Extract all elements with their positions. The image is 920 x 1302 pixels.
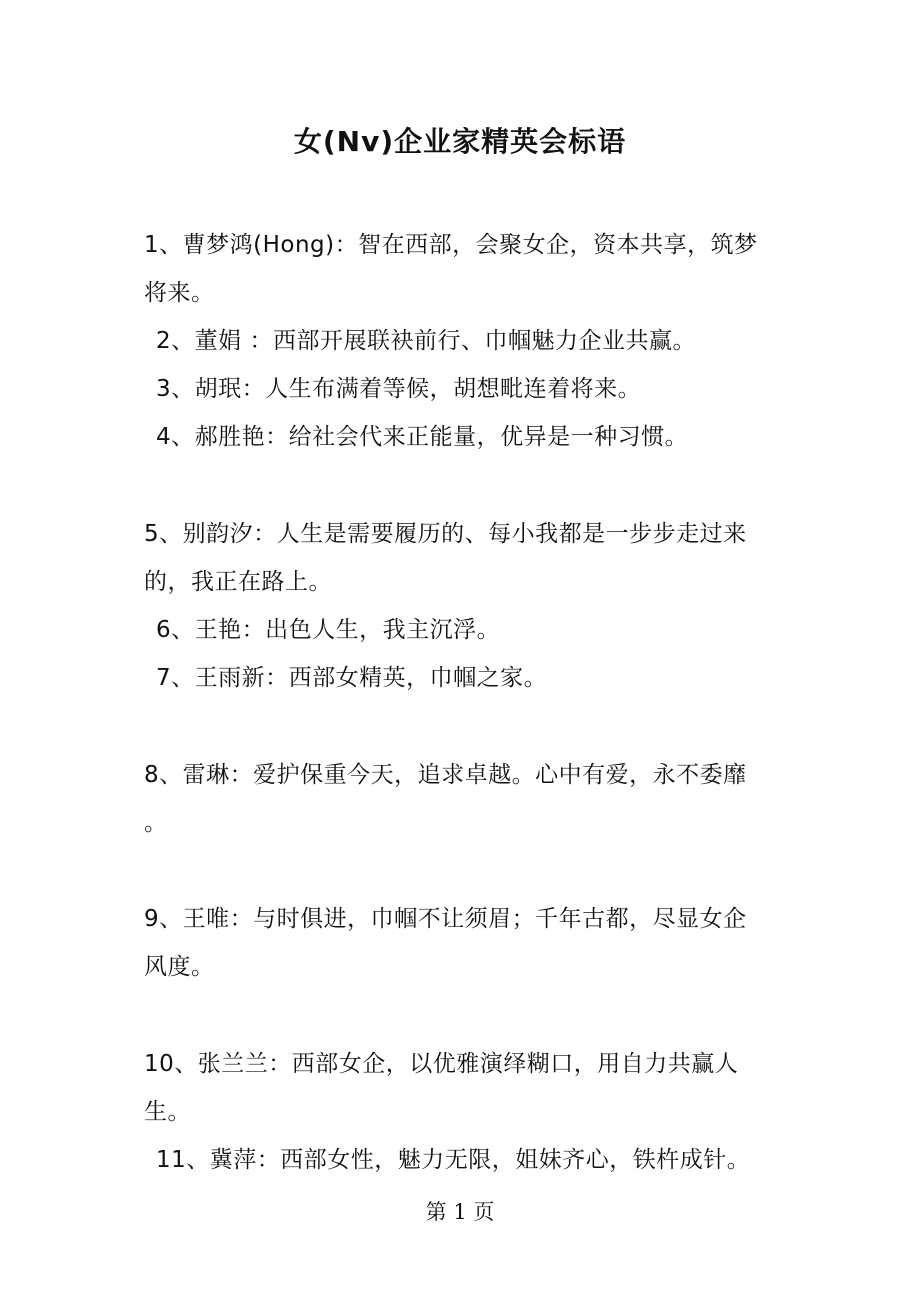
slogan-9-line-1: 9、王唯：与时俱进，巾帼不让须眉；千年古都，尽显女企 bbox=[144, 906, 747, 932]
slogan-1-line-1: 1、曹梦鸿(Hong)：智在西部，会聚女企，资本共享，筑梦 bbox=[144, 232, 758, 258]
page-number: 第 1 页 bbox=[425, 1200, 495, 1224]
slogan-11: 11、冀萍：西部女性，魅力无限，姐妹齐心，铁杵成针。 bbox=[156, 1147, 751, 1173]
slogan-4: 4、郝胜艳：给社会代来正能量，优异是一种习惯。 bbox=[156, 424, 689, 450]
slogan-8-line-2: 。 bbox=[144, 810, 168, 836]
slogan-7: 7、王雨新：西部女精英，巾帼之家。 bbox=[156, 665, 548, 691]
slogan-5-line-1: 5、别韵汐：人生是需要履历的、每小我都是一步步走过来 bbox=[144, 521, 747, 547]
slogan-1-line-2: 将来。 bbox=[144, 280, 215, 306]
slogan-8-line-1: 8、雷琳：爱护保重今天，追求卓越。心中有爱，永不委靡 bbox=[144, 762, 747, 788]
document-title: 女(Nv)企业家精英会标语 bbox=[293, 125, 627, 158]
slogan-5-line-2: 的，我正在路上。 bbox=[144, 569, 332, 595]
slogan-2: 2、董娟 ：西部开展联袂前行、巾帼魅力企业共赢。 bbox=[156, 328, 696, 354]
slogan-10-line-1: 10、张兰兰：西部女企，以优雅演绎糊口，用自力共赢人 bbox=[144, 1051, 739, 1077]
slogan-3: 3、胡珉：人生布满着等候，胡想毗连着将来。 bbox=[156, 376, 642, 402]
slogan-6: 6、王艳：出色人生，我主沉浮。 bbox=[156, 617, 501, 643]
slogan-9-line-2: 风度。 bbox=[144, 954, 215, 980]
slogan-10-line-2: 生。 bbox=[144, 1099, 191, 1125]
